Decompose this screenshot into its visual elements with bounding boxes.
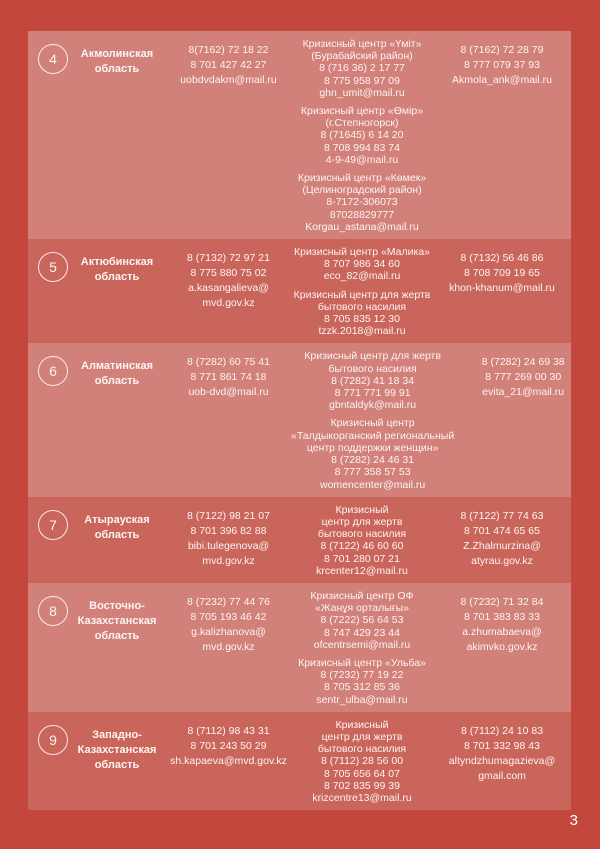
row-number-badge bbox=[38, 44, 68, 74]
crisis-center-line: бытового насилия bbox=[317, 528, 407, 541]
crisis-center-block bbox=[291, 350, 454, 411]
row-number-badge bbox=[38, 596, 68, 626]
crisis-center-line: «Жанұя орталығы» bbox=[314, 602, 409, 615]
crisis-center-line: 8 (716 36) 2 17 77 bbox=[319, 62, 405, 75]
contact-line: mvd.gov.kz bbox=[202, 297, 255, 310]
crisis-center-line: ofcentrsemi@mail.ru bbox=[313, 638, 411, 651]
crisis-center-line: центр для жертв bbox=[321, 515, 403, 528]
region-contacts bbox=[166, 343, 291, 400]
contact-line: khon-khanum@mail.ru bbox=[449, 282, 555, 295]
crisis-center-line: Кризисный bbox=[335, 718, 389, 731]
row-number-badge bbox=[38, 252, 68, 282]
crisis-center-line: Кризисный bbox=[335, 503, 389, 516]
crisis-center-line: 8 771 771 99 91 bbox=[334, 387, 411, 400]
crisis-center-line: 8 705 656 64 07 bbox=[324, 767, 400, 780]
crisis-center-line: Кризисный центр «Үміт» bbox=[302, 38, 422, 50]
region-name: Актюбинская область bbox=[80, 256, 154, 284]
crisis-center-block bbox=[291, 38, 433, 99]
contact-line: bibi.tulegenova@ bbox=[187, 539, 270, 552]
contact-line: 8 708 709 19 65 bbox=[464, 267, 540, 280]
region-contacts bbox=[166, 239, 291, 311]
crisis-center-line: центр для жертв bbox=[321, 730, 403, 743]
contact-line: mvd.gov.kz bbox=[202, 640, 255, 653]
additional-contacts bbox=[433, 497, 571, 569]
region-name: Атырауская область bbox=[84, 513, 150, 541]
contact-line: g.kalizhanova@ bbox=[191, 625, 266, 638]
crisis-center-line: krizcentre13@mail.ru bbox=[312, 791, 412, 804]
crisis-center-line: 8-7172-306073 bbox=[326, 196, 398, 209]
contact-line: sh.kapaeva@mvd.gov.kz bbox=[170, 754, 287, 767]
crisis-center-line: eco_82@mail.ru bbox=[323, 270, 401, 283]
contact-line: 8 701 243 50 29 bbox=[190, 739, 267, 752]
crisis-center-line: бытового насилия bbox=[317, 743, 407, 756]
table-row bbox=[28, 583, 571, 712]
region-contacts bbox=[166, 712, 291, 769]
table-row bbox=[28, 31, 571, 239]
crisis-center-line: Korgau_astana@mail.ru bbox=[305, 220, 419, 233]
row-number: 8 bbox=[49, 602, 57, 619]
contact-line: 8 (7122) 77 74 63 bbox=[460, 509, 544, 522]
crisis-center-line: 8 775 958 97 09 bbox=[324, 74, 400, 87]
additional-contacts bbox=[454, 343, 592, 400]
contact-line: 8 (7232) 77 44 76 bbox=[187, 595, 270, 608]
crisis-center-line: 8 708 994 83 74 bbox=[324, 141, 400, 154]
contact-line: 8 775 880 75 02 bbox=[190, 267, 267, 280]
crisis-center-line: 8 (7112) 28 56 00 bbox=[320, 755, 404, 768]
crisis-center-line: 8 (7232) 77 19 22 bbox=[320, 669, 404, 682]
crisis-center-line: бытового насилия bbox=[317, 300, 407, 313]
contact-line: 8 701 383 83 33 bbox=[464, 610, 540, 623]
crisis-center-line: центр поддержки женщин» bbox=[306, 441, 439, 454]
crisis-center-block bbox=[291, 246, 433, 283]
region-contacts bbox=[166, 583, 291, 655]
contact-line: 8 701 427 42 27 bbox=[190, 59, 267, 71]
crisis-center-line: «Талдыкорганский региональный bbox=[291, 429, 455, 442]
crisis-center-line: 8 (71645) 6 14 20 bbox=[320, 129, 404, 142]
contact-line: 8 (7282) 60 75 41 bbox=[187, 356, 270, 369]
contact-line: uobdvdakm@mail.ru bbox=[180, 74, 277, 86]
additional-contacts bbox=[433, 583, 571, 655]
crisis-center-line: 8 702 835 99 39 bbox=[324, 779, 400, 792]
crisis-center-block bbox=[291, 172, 433, 233]
crisis-center-line: бытового насилия bbox=[328, 362, 417, 375]
contact-line: akimvko.gov.kz bbox=[466, 640, 538, 653]
region-cell bbox=[28, 239, 166, 285]
region-contacts bbox=[166, 31, 291, 88]
crisis-centers-cell bbox=[291, 31, 433, 233]
contact-line: Z.Zhalmurzina@ bbox=[463, 539, 541, 552]
crisis-center-line: 8 (7222) 56 64 53 bbox=[320, 614, 404, 627]
additional-contacts bbox=[433, 239, 571, 296]
crisis-center-line: 8 (7282) 24 46 31 bbox=[331, 454, 415, 467]
region-name: Алматинская область bbox=[81, 360, 153, 388]
region-contacts bbox=[166, 497, 291, 569]
contact-line: 8 (7132) 72 97 21 bbox=[187, 252, 270, 265]
crisis-center-block bbox=[291, 417, 454, 490]
row-number: 6 bbox=[49, 363, 57, 380]
crisis-center-line: womencenter@mail.ru bbox=[320, 478, 426, 491]
crisis-center-line: Кризисный центр для жертв bbox=[304, 350, 441, 363]
crisis-center-line: Кризисный центр для жертв bbox=[293, 288, 431, 301]
additional-contacts bbox=[433, 712, 571, 784]
crisis-centers-cell bbox=[291, 583, 433, 706]
contact-line: 8(7162) 72 18 22 bbox=[188, 44, 269, 56]
contact-line: 8 (7232) 71 32 84 bbox=[460, 595, 544, 608]
crisis-center-line: (Целиноградский район) bbox=[302, 184, 422, 197]
contact-line: 8 705 193 46 42 bbox=[190, 610, 267, 623]
contact-line: Akmola_ank@mail.ru bbox=[452, 74, 552, 86]
page-number: 3 bbox=[569, 812, 578, 829]
crisis-center-line: Кризисный центр bbox=[330, 417, 415, 430]
contact-line: 8 701 332 98 43 bbox=[464, 739, 540, 752]
contact-line: 8 (7282) 24 69 38 bbox=[481, 356, 565, 369]
crisis-center-line: Кризисный центр «Көмек» bbox=[297, 172, 427, 185]
row-number: 4 bbox=[49, 51, 57, 67]
contact-line: 8 (7112) 24 10 83 bbox=[460, 724, 544, 737]
table-row bbox=[28, 712, 571, 810]
crisis-center-block bbox=[291, 657, 433, 706]
region-cell bbox=[28, 31, 166, 77]
crisis-center-line: krcenter12@mail.ru bbox=[316, 564, 408, 577]
contact-line: 8 (7112) 98 43 31 bbox=[187, 724, 270, 737]
contact-line: altyndzhumagazieva@ bbox=[448, 754, 556, 767]
region-name: Акмолинская область bbox=[80, 48, 154, 75]
crisis-center-block bbox=[291, 289, 433, 338]
table-row bbox=[28, 239, 571, 343]
crisis-center-line: 8 705 835 12 30 bbox=[324, 313, 400, 326]
contact-line: 8 (7132) 56 46 86 bbox=[460, 252, 544, 265]
contact-line: 8 (7122) 98 21 07 bbox=[187, 509, 270, 522]
crisis-center-line: 8 747 429 23 44 bbox=[324, 626, 400, 639]
contact-line: evita_21@mail.ru bbox=[482, 386, 565, 399]
region-cell bbox=[28, 343, 166, 389]
crisis-centers-table bbox=[28, 31, 571, 810]
crisis-center-block bbox=[291, 504, 433, 577]
contact-line: 8 777 269 00 30 bbox=[485, 371, 562, 384]
crisis-center-line: 8 (7122) 46 60 60 bbox=[320, 540, 404, 553]
contact-line: 8 (7162) 72 28 79 bbox=[460, 44, 544, 56]
crisis-center-line: 8 701 280 07 21 bbox=[324, 552, 400, 565]
crisis-center-line: 8 707 986 34 60 bbox=[324, 258, 400, 271]
crisis-center-line: (Бурабайский район) bbox=[311, 50, 413, 63]
crisis-center-block bbox=[291, 105, 433, 166]
region-name: Западно-Казахстанская область bbox=[77, 728, 157, 771]
crisis-center-line: Кризисный центр ОФ bbox=[310, 589, 414, 602]
crisis-center-line: 4-9-49@mail.ru bbox=[325, 153, 399, 166]
crisis-center-block bbox=[291, 590, 433, 651]
crisis-center-line: 8 (7282) 41 18 34 bbox=[331, 374, 415, 387]
crisis-centers-cell bbox=[291, 497, 433, 577]
crisis-center-line: tzzk.2018@mail.ru bbox=[318, 325, 406, 338]
contact-line: 8 701 396 82 88 bbox=[190, 524, 267, 537]
row-number: 7 bbox=[49, 516, 57, 533]
contact-line: atyrau.gov.kz bbox=[471, 554, 533, 567]
row-number-badge bbox=[38, 725, 68, 755]
crisis-center-line: gbntaldyk@mail.ru bbox=[329, 399, 417, 412]
table-row bbox=[28, 343, 571, 496]
contact-line: uob-dvd@mail.ru bbox=[188, 386, 269, 399]
crisis-center-block bbox=[291, 719, 433, 804]
row-number: 9 bbox=[49, 731, 57, 748]
crisis-center-line: 8 777 358 57 53 bbox=[334, 466, 411, 479]
region-cell bbox=[28, 497, 166, 543]
contact-line: mvd.gov.kz bbox=[202, 554, 255, 567]
region-name: Восточно-Казахстанская область bbox=[77, 599, 157, 642]
crisis-centers-cell bbox=[291, 712, 433, 804]
table-row bbox=[28, 497, 571, 583]
crisis-centers-cell bbox=[291, 343, 454, 490]
crisis-center-line: sentr_ulba@mail.ru bbox=[316, 693, 408, 706]
crisis-center-line: ghn_umit@mail.ru bbox=[319, 86, 405, 99]
crisis-center-line: 8 705 312 85 36 bbox=[324, 681, 400, 694]
additional-contacts bbox=[433, 31, 571, 88]
region-cell bbox=[28, 712, 166, 773]
crisis-center-line: 87028829777 bbox=[329, 208, 395, 221]
contact-line: 8 771 861 74 18 bbox=[190, 371, 267, 384]
crisis-center-line: (г.Степногорск) bbox=[325, 117, 399, 130]
contact-line: 8 777 079 37 93 bbox=[464, 59, 540, 71]
region-cell bbox=[28, 583, 166, 644]
crisis-center-line: Кризисный центр «Өмір» bbox=[300, 105, 424, 118]
crisis-centers-cell bbox=[291, 239, 433, 337]
row-number-badge bbox=[38, 510, 68, 540]
contact-line: 8 701 474 65 65 bbox=[464, 524, 540, 537]
contact-line: gmail.com bbox=[478, 769, 526, 782]
row-number: 5 bbox=[49, 259, 57, 276]
crisis-center-line: Кризисный центр «Малика» bbox=[293, 246, 431, 259]
contact-line: a.zhumabaeva@ bbox=[462, 625, 542, 638]
crisis-center-line: Кризисный центр «Ульба» bbox=[298, 656, 426, 669]
row-number-badge bbox=[38, 356, 68, 386]
contact-line: a.kasangalieva@ bbox=[188, 282, 269, 295]
